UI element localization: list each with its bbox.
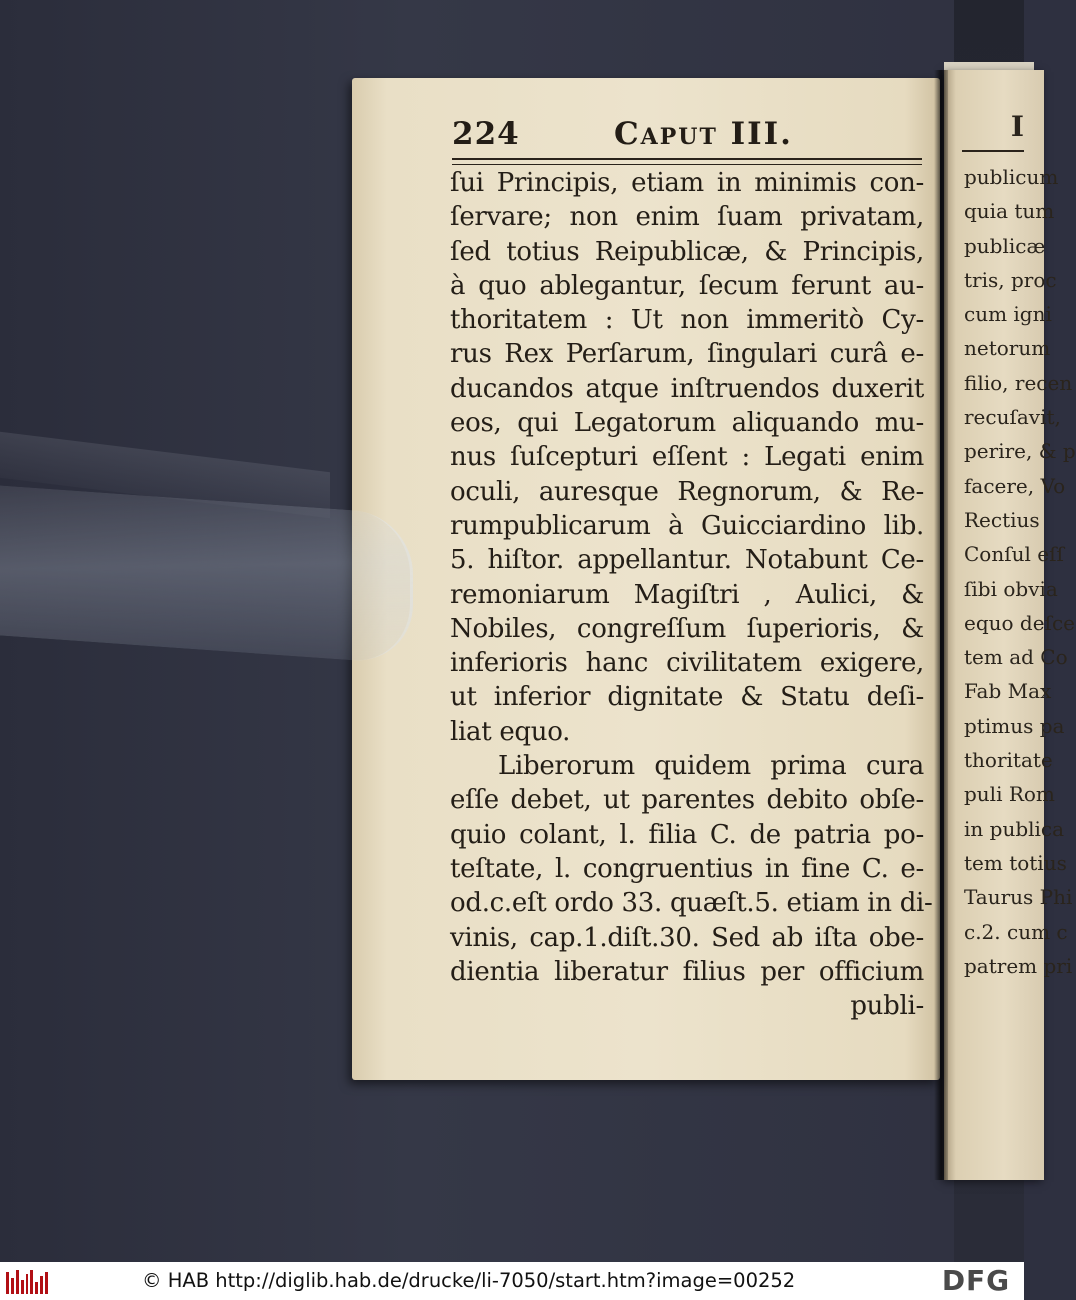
facing-page-line: ptimus pa [964,713,1065,738]
text-line: eſſe debet, ut parentes debito obſe- [450,785,924,816]
facing-page-line: tris, proc [964,267,1057,292]
facing-page-line: netorum [964,336,1051,361]
dfg-logo[interactable]: DFG [941,1264,1011,1297]
hab-logo-icon[interactable] [6,1270,48,1294]
text-line: dientia liberatur filius per officium [450,956,924,987]
text-line: remoniarum Magiſtri , Aulici, & [450,579,924,610]
text-line: inferioris hanc civilitatem exigere, [450,648,924,679]
facing-page-line: ſibi obvia [964,576,1058,601]
text-line: quio colant, l. filia C. de patria po- [450,819,924,850]
facing-page-text [964,160,1076,983]
text-line: liat equo. [450,716,571,747]
text-line: teſtate, l. congruentius in fine C. e- [450,853,924,884]
facing-page-line: publicum [964,165,1059,189]
facing-page-line: tem totius [964,850,1067,875]
text-line: vinis, cap.1.diſt.30. Sed ab iſta obe- [450,922,924,953]
copyright-url[interactable]: © HAB http://diglib.hab.de/drucke/li-7050/start.htm?image=00252 [142,1269,796,1292]
facing-page-line: facere, Vo [964,473,1066,498]
text-line: ut inferior dignitate & Statu deſi- [450,682,924,713]
facing-page-rule [962,150,1024,155]
facing-page-line: patrem pri [964,953,1073,978]
header-rule [452,158,922,165]
text-line: eos, qui Legatorum aliquando mu- [450,408,924,439]
text-line: nus ſuſcepturi eſſent : Legati enim [450,442,924,473]
facing-page-line: Fab Max [964,679,1052,704]
facing-page-line: recuſavit, [964,405,1061,430]
glass-page-clip [0,486,413,665]
page-number: 224 [452,116,520,152]
facing-page-line: filio, recen [964,370,1073,395]
facing-page-line: tem ad Co [964,645,1068,670]
text-line: à quo ablegantur, ſecum ferunt au- [450,270,924,301]
viewer-footer [0,1262,1024,1300]
text-line: ſed totius Reipublicæ, & Principis, [450,236,924,267]
text-line: ducandos atque inſtruendos duxerit [450,373,924,404]
facing-page-line: perire, & p [964,439,1076,464]
text-line: thoritatem : Ut non immeritò Cy- [450,305,924,336]
facing-page-line: Rectius [964,507,1040,532]
text-line: Liberorum quidem prima cura [498,751,924,782]
facing-page-line: Taurus Phi [964,885,1073,910]
facing-page-line: c.2. cum c [964,919,1068,944]
text-line: rus Rex Perſarum, ſingulari curâ e- [450,339,924,370]
page-header [452,112,932,158]
facing-page-line: Conſul eſſ [964,542,1064,567]
page-body-text [450,166,933,1023]
text-line: rumpublicarum à Guicciardino lib. [450,510,924,541]
text-line: 5. hiſtor. appellantur. Notabunt Ce- [450,545,924,576]
facing-page-line: equo deſce [964,610,1075,635]
book-gutter [934,70,948,1180]
text-line: oculi, auresque Regnorum, & Re- [450,476,924,507]
facing-page-header: I [1010,110,1024,143]
facing-page-line: cum igni [964,302,1052,327]
text-line: ſervare; non enim ſuam privatam, [450,202,924,233]
text-line: Nobiles, congreſſum ſuperioris, & [450,613,924,644]
running-head: Caput III. [614,116,793,152]
text-line: ſui Principis, etiam in minimis con- [450,168,924,198]
text-line: od.c.eſt ordo 33. quæſt.5. etiam in di- [450,888,933,919]
facing-page-line: in publica [964,816,1065,841]
facing-page-line: puli Rom [964,782,1055,807]
facing-page-line: thoritate [964,748,1053,773]
facing-page-line: quia tum [964,199,1055,224]
facing-page-line: publicæ [964,233,1046,258]
text-line: publi- [850,991,924,1022]
